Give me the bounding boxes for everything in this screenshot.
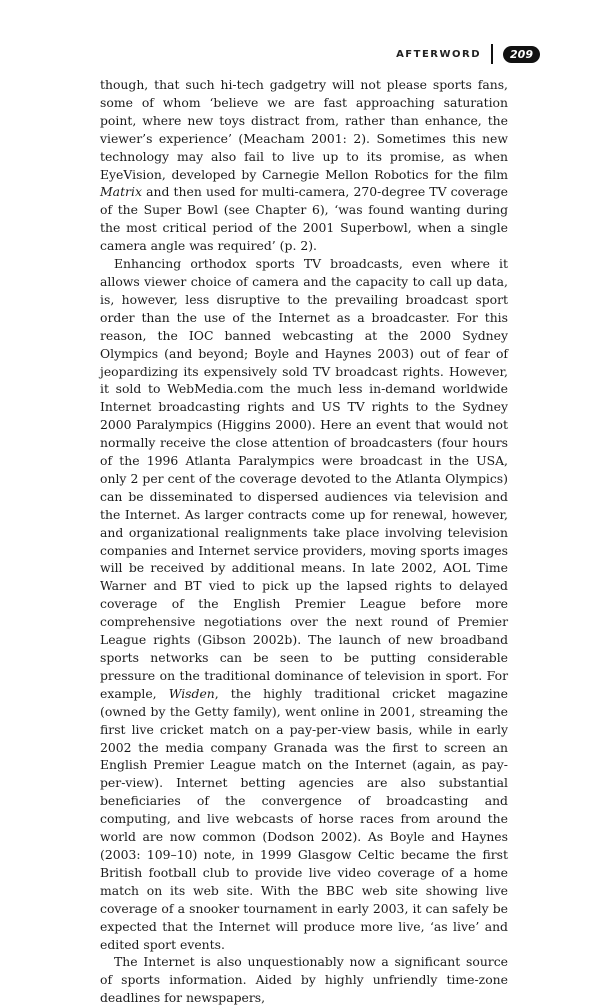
page-number: 209 <box>503 46 540 63</box>
running-head: AFTERWORD <box>396 48 482 60</box>
paragraph-text: Enhancing orthodox sports TV broadcasts, even where it allows viewer choice of camera and the capacity to call up data, is, however, less disruptive to the prevailing broadcast sport order than the use of the Internet as a broadcaster. For this reason, the IOC banned webcasting at the 2000 Sydney Olympics (and beyond; Boyle and Haynes 2003) out of fear of jeopardizing its expensively sold TV broadcast rights. However, it sold to WebMedia.com the much less in-demand worldwide Internet broadcasting rights and US TV rights to the Sydney 2000 Paralympics (Higgins 2000). Here an event that would not normally receive the close attention of broadcasters (four hours of the 1996 Atlanta Paralympics were broadcast in the USA, only 2 per cent of the coverage devoted to the Atlanta Olympics) can be disseminated to dispersed audiences via television and the Internet. As larger contracts come up for renewal, however, and organizational realignments take place involving television companies and Internet service providers, moving sports images will be received by additional means. In late 2002, AOL Time Warner and BT vied to pick up the lapsed rights to delayed coverage of the English Premier League before more comprehensive negotiations over the next round of Premier League rights (Gibson 2002b). The launch of new broadband sports networks can be seen to be putting considerable pressure on the traditional dominance of television in sport. For example, <box>100 256 508 701</box>
paragraph-text: The Internet is also unquestionably now a significant source of sports information. Aided by highly unfriendly time-zone deadlines for newspapers, <box>100 954 508 1006</box>
header-divider <box>491 44 493 64</box>
page-header <box>396 44 540 64</box>
paragraph <box>100 255 508 953</box>
italic-title: Matrix <box>100 184 142 200</box>
paragraph-text-continued: and then used for multi-camera, 270-degree TV coverage of the Super Bowl (see Chapter 6), ‘was found wanting during the most critical period of the 2001 Superbowl, when a single camera angle was required’ (p. 2). <box>100 184 508 254</box>
paragraph <box>100 76 508 255</box>
paragraph-text-continued: , the highly traditional cricket magazine (owned by the Getty family), went online in 2001, streaming the first live cricket match on a pay-per-view basis, while in early 2002 the media company Granada was the first to screen an English Premier League match on the Internet (again, as pay-per-view). Internet betting agencies are also substantial beneficiaries of the convergence of broadcasting and computing, and live webcasts of horse races from around the world are now common (Dodson 2002). As Boyle and Haynes (2003: 109–10) note, in 1999 Glasgow Celtic became the first British football club to provide live video coverage of a home match on its web site. With the BBC web site showing live coverage of a snooker tournament in early 2003, it can safely be expected that the Internet will produce more live, ‘as live’ and edited sport events. <box>100 685 508 952</box>
paragraph-text: though, that such hi-tech gadgetry will not please sports fans, some of whom ‘believe we are fast approaching saturation point, where new toys distract from, rather than enhance, the viewer’s experience’ (Meacham 2001: 2). Sometimes this new technology may also fail to live up to its promise, as when EyeVision, developed by Carnegie Mellon Robotics for the film <box>100 77 508 182</box>
paragraph <box>100 953 508 1007</box>
italic-title: Wisden <box>168 685 215 701</box>
body-text <box>100 76 508 1007</box>
